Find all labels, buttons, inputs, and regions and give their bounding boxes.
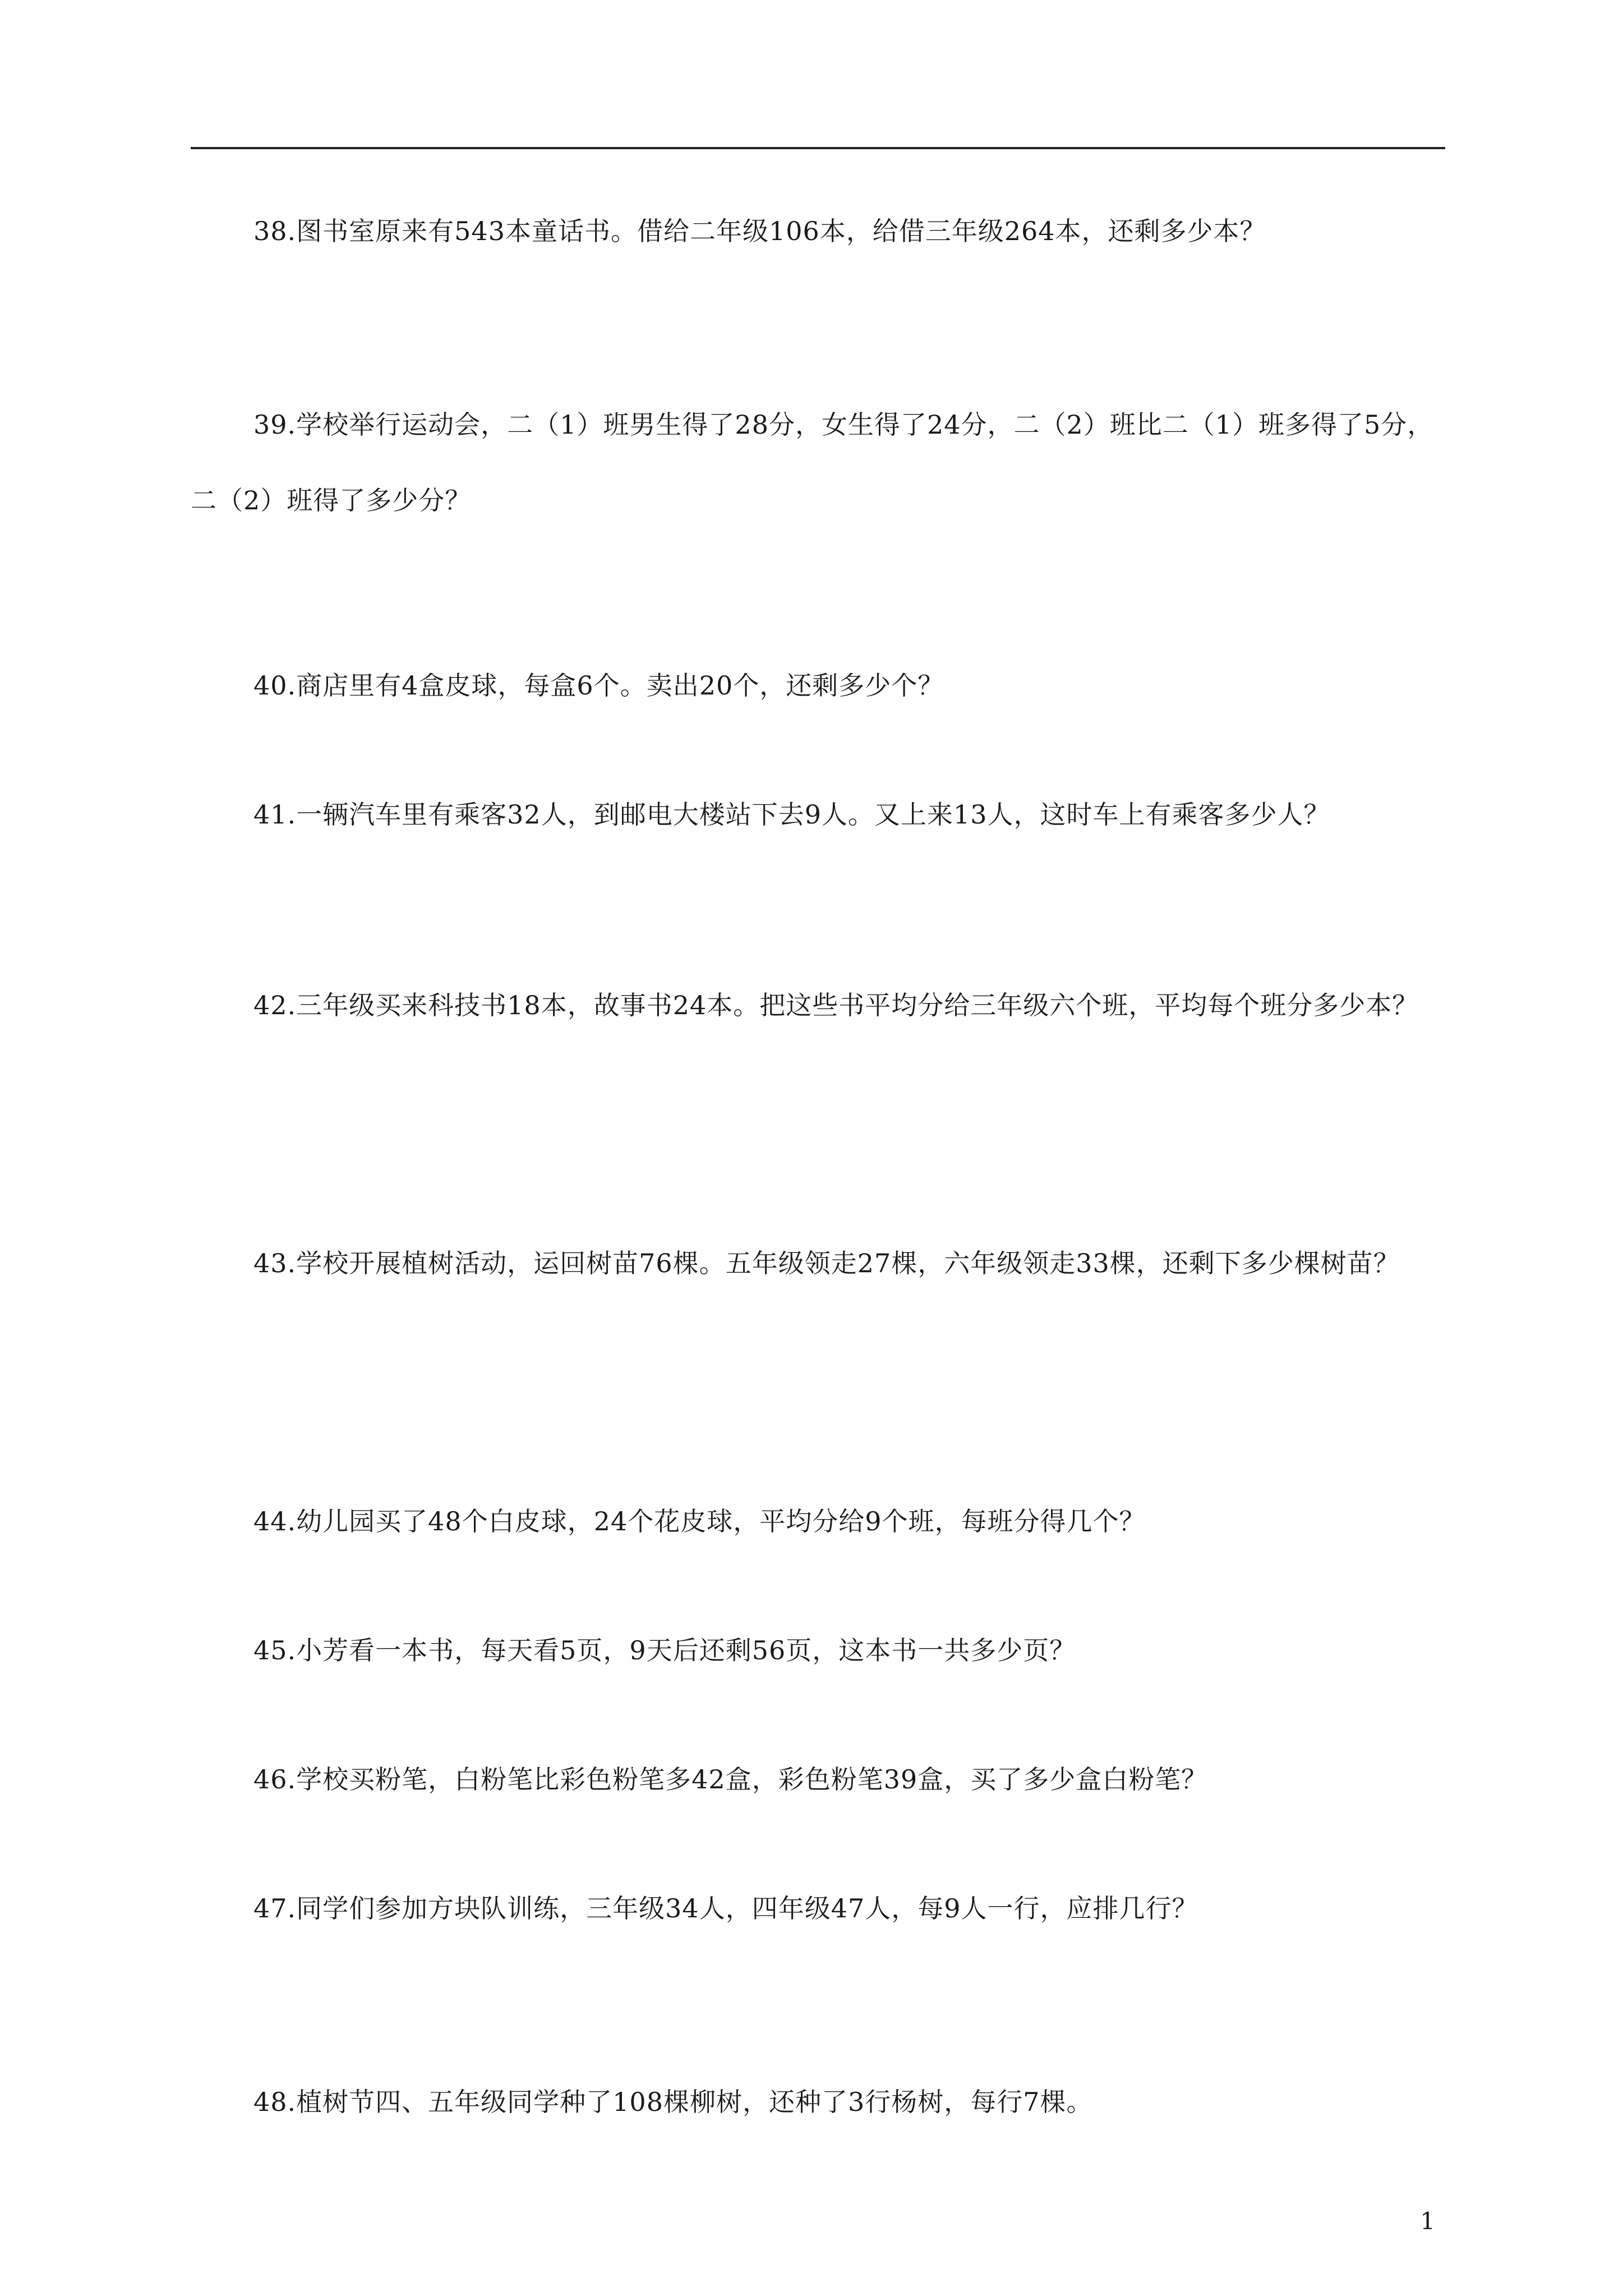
question-41: 41.一辆汽车里有乘客32人，到邮电大楼站下去9人。又上来13人，这时车上有乘客多少人？: [253, 799, 1330, 830]
question-44: 44.幼儿园买了48个白皮球，24个花皮球，平均分给9个班，每班分得几个？: [253, 1506, 1146, 1536]
question-43: 43.学校开展植树活动，运回树苗76棵。五年级领走27棵，六年级领走33棵，还剩下多少棵树苗？: [253, 1248, 1400, 1278]
question-47: 47.同学们参加方块队训练，三年级34人，四年级47人，每9人一行，应排几行？: [253, 1893, 1198, 1924]
question-42: 42.三年级买来科技书18本，故事书24本。把这些书平均分给三年级六个班，平均每个班分多少本？: [253, 990, 1419, 1020]
page-number: 1: [1420, 2207, 1435, 2235]
question-46: 46.学校买粉笔，白粉笔比彩色粉笔多42盒，彩色粉笔39盒，买了多少盒白粉笔？: [253, 1764, 1208, 1795]
question-39: 39.学校举行运动会，二（1）班男生得了28分，女生得了24分，二（2）班比二（1）班多得了5分，二（2）班得了多少分？: [191, 409, 1434, 516]
question-40: 40.商店里有4盒皮球，每盒6个。卖出20个，还剩多少个？: [253, 670, 944, 701]
question-38: 38.图书室原来有543本童话书。借给二年级106本，给借三年级264本，还剩多少本？: [253, 216, 1266, 246]
question-45: 45.小芳看一本书，每天看5页，9天后还剩56页，这本书一共多少页？: [253, 1635, 1076, 1665]
header-rule: [191, 147, 1445, 149]
question-48: 48.植树节四、五年级同学种了108棵柳树，还种了3行杨树，每行7棵。: [253, 2087, 1093, 2117]
